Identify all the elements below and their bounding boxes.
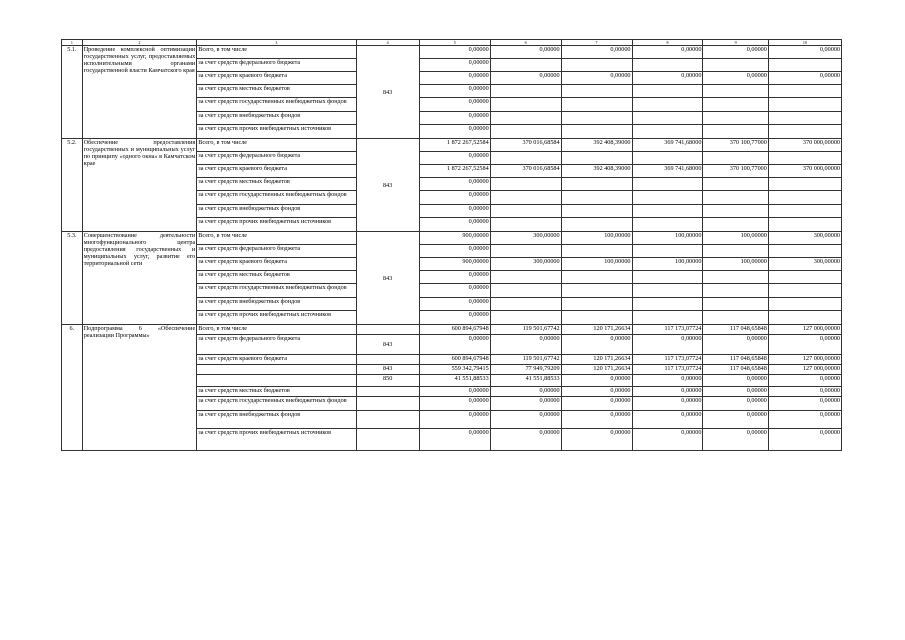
- header-cell: 9: [703, 40, 768, 46]
- value-cell: 100,00000: [561, 258, 632, 271]
- value-cell: 117 048,65848: [703, 365, 768, 375]
- value-cell: 0,00000: [561, 375, 632, 387]
- value-cell: 41 551,88533: [419, 375, 490, 387]
- source-label: за счет средств внебюджетных фондов: [197, 298, 356, 311]
- source-label: Всего, в том числе: [197, 46, 356, 59]
- row-number: 5.2.: [62, 139, 83, 232]
- value-cell: 370 016,68584: [490, 139, 561, 152]
- source-label: за счет средств внебюджетных фондов: [197, 112, 356, 125]
- header-cell: 4: [356, 40, 419, 46]
- value-cell: 369 741,68000: [632, 165, 703, 178]
- header-cell: 5: [419, 40, 490, 46]
- value-cell: 0,00000: [632, 46, 703, 59]
- source-label: за счет средств федерального бюджета: [197, 245, 356, 258]
- value-cell: 100,00000: [703, 258, 768, 271]
- header-cell: 7: [561, 40, 632, 46]
- source-label: за счет средств прочих внебюджетных источников: [197, 311, 356, 325]
- measure-name: Совершенствование деятельности многофункционального центра предоставления государственных и муниципальных услуг, развитие его территориальной сети: [82, 232, 197, 325]
- value-cell: 100,00000: [703, 232, 768, 245]
- value-cell: 0,00000: [768, 335, 841, 355]
- table-row: [62, 46, 842, 59]
- value-cell: 0,00000: [703, 411, 768, 429]
- value-cell: 1 872 267,52584: [419, 139, 490, 152]
- value-cell: 119 501,67742: [490, 355, 561, 365]
- value-cell: 0,00000: [490, 46, 561, 59]
- value-cell: 0,00000: [561, 46, 632, 59]
- budget-code: 843: [356, 139, 419, 232]
- value-cell: 0,00000: [632, 411, 703, 429]
- value-cell: 117 048,65848: [703, 325, 768, 335]
- value-cell: 0,00000: [419, 271, 490, 284]
- value-cell: 0,00000: [490, 411, 561, 429]
- value-cell: 392 408,39000: [561, 165, 632, 178]
- value-cell: 77 949,79209: [490, 365, 561, 375]
- source-label: за счет средств краевого бюджета: [197, 72, 356, 85]
- source-label: за счет средств местных бюджетов: [197, 178, 356, 191]
- value-cell: 127 000,00000: [768, 355, 841, 365]
- value-cell: 120 171,26634: [561, 365, 632, 375]
- source-label: за счет средств прочих внебюджетных источников: [197, 218, 356, 232]
- value-cell: 0,00000: [632, 375, 703, 387]
- value-cell: 0,00000: [561, 72, 632, 85]
- budget-code: 843: [356, 46, 419, 139]
- value-cell: 0,00000: [419, 245, 490, 258]
- measure-name: Подпрограмма 6 «Обеспечение реализации Программы»: [82, 325, 197, 451]
- value-cell: 100,00000: [561, 232, 632, 245]
- header-cell: 10: [768, 40, 841, 46]
- value-cell: 0,00000: [419, 191, 490, 205]
- value-cell: 370 000,00000: [768, 165, 841, 178]
- value-cell: 0,00000: [419, 429, 490, 451]
- source-label: Всего, в том числе: [197, 232, 356, 245]
- header-cell: 3: [197, 40, 356, 46]
- source-label: за счет средств федерального бюджета: [197, 152, 356, 165]
- value-cell: 0,00000: [419, 112, 490, 125]
- value-cell: 0,00000: [632, 387, 703, 397]
- value-cell: 0,00000: [419, 335, 490, 355]
- value-cell: 0,00000: [768, 429, 841, 451]
- value-cell: 0,00000: [768, 387, 841, 397]
- value-cell: 0,00000: [703, 429, 768, 451]
- source-label: за счет средств государственных внебюджетных фондов: [197, 191, 356, 205]
- value-cell: 370 100,77000: [703, 139, 768, 152]
- value-cell: 0,00000: [419, 205, 490, 218]
- value-cell: 900,00000: [419, 232, 490, 245]
- budget-code: 850: [356, 375, 419, 387]
- measure-name: Проведение комплексной оптимизации государственных услуг, предоставляемых исполнительными органами государственной власти Камчатского края: [82, 46, 197, 139]
- value-cell: 0,00000: [768, 46, 841, 59]
- measure-name: Обеспечение предоставления государственных и муниципальных услуг по принципу «одного окна» в Камчатском крае: [82, 139, 197, 232]
- value-cell: 0,00000: [419, 85, 490, 98]
- value-cell: 0,00000: [419, 311, 490, 325]
- source-label: за счет средств краевого бюджета: [197, 165, 356, 178]
- row-number: 5.3.: [62, 232, 83, 325]
- value-cell: 0,00000: [632, 429, 703, 451]
- value-cell: 300,00000: [490, 232, 561, 245]
- value-cell: 41 551,88533: [490, 375, 561, 387]
- value-cell: 0,00000: [490, 397, 561, 411]
- header-cell: 2: [82, 40, 197, 46]
- value-cell: 0,00000: [419, 397, 490, 411]
- source-label: за счет средств прочих внебюджетных источников: [197, 429, 356, 451]
- table-row: [62, 139, 842, 152]
- value-cell: 127 000,00000: [768, 325, 841, 335]
- value-cell: 0,00000: [561, 335, 632, 355]
- header-cell: 6: [490, 40, 561, 46]
- value-cell: 0,00000: [419, 46, 490, 59]
- source-label: за счет средств местных бюджетов: [197, 387, 356, 397]
- source-label: за счет средств местных бюджетов: [197, 271, 356, 284]
- value-cell: 370 100,77000: [703, 165, 768, 178]
- table-row: [62, 325, 842, 335]
- value-cell: 0,00000: [703, 46, 768, 59]
- value-cell: 0,00000: [419, 218, 490, 232]
- source-label: за счет средств государственных внебюджетных фондов: [197, 98, 356, 112]
- row-number: 5.1.: [62, 46, 83, 139]
- value-cell: 0,00000: [768, 375, 841, 387]
- header-cell: 1: [62, 40, 83, 46]
- value-cell: 0,00000: [419, 98, 490, 112]
- value-cell: 370 000,00000: [768, 139, 841, 152]
- value-cell: 0,00000: [419, 284, 490, 298]
- value-cell: 0,00000: [561, 411, 632, 429]
- budget-code: 843: [356, 365, 419, 375]
- value-cell: 0,00000: [561, 397, 632, 411]
- row-number: 6.: [62, 325, 83, 451]
- value-cell: 392 408,39000: [561, 139, 632, 152]
- value-cell: 0,00000: [632, 335, 703, 355]
- source-label: Всего, в том числе: [197, 139, 356, 152]
- source-label: за счет средств государственных внебюджетных фондов: [197, 284, 356, 298]
- value-cell: 120 171,26634: [561, 355, 632, 365]
- value-cell: 900,00000: [419, 258, 490, 271]
- value-cell: 0,00000: [632, 72, 703, 85]
- value-cell: 120 171,26634: [561, 325, 632, 335]
- value-cell: 117 048,65848: [703, 355, 768, 365]
- value-cell: 117 173,07724: [632, 325, 703, 335]
- source-label: за счет средств внебюджетных фондов: [197, 205, 356, 218]
- budget-code: 843: [356, 335, 419, 355]
- budget-table: [61, 39, 842, 451]
- value-cell: 0,00000: [703, 387, 768, 397]
- value-cell: 559 342,79415: [419, 365, 490, 375]
- value-cell: 0,00000: [490, 335, 561, 355]
- value-cell: 127 000,00000: [768, 365, 841, 375]
- table-row: [62, 232, 842, 245]
- value-cell: 369 741,68000: [632, 139, 703, 152]
- value-cell: 0,00000: [703, 72, 768, 85]
- value-cell: 117 173,07724: [632, 355, 703, 365]
- value-cell: 300,00000: [768, 258, 841, 271]
- source-label: за счет средств местных бюджетов: [197, 85, 356, 98]
- value-cell: 0,00000: [419, 178, 490, 191]
- value-cell: 0,00000: [632, 397, 703, 411]
- value-cell: 0,00000: [419, 387, 490, 397]
- value-cell: 300,00000: [490, 258, 561, 271]
- value-cell: 0,00000: [419, 298, 490, 311]
- value-cell: 0,00000: [703, 335, 768, 355]
- source-label: Всего, в том числе: [197, 325, 356, 335]
- source-label: за счет средств государственных внебюджетных фондов: [197, 397, 356, 411]
- value-cell: 600 894,67948: [419, 325, 490, 335]
- value-cell: 1 872 267,52584: [419, 165, 490, 178]
- source-label: за счет средств внебюджетных фондов: [197, 411, 356, 429]
- value-cell: 0,00000: [490, 387, 561, 397]
- value-cell: 370 016,68584: [490, 165, 561, 178]
- value-cell: 0,00000: [703, 375, 768, 387]
- value-cell: 0,00000: [419, 152, 490, 165]
- budget-code: 843: [356, 232, 419, 325]
- value-cell: 0,00000: [419, 72, 490, 85]
- value-cell: 0,00000: [703, 397, 768, 411]
- source-label: за счет средств краевого бюджета: [197, 355, 356, 365]
- value-cell: 100,00000: [632, 258, 703, 271]
- source-label: за счет средств федерального бюджета: [197, 335, 356, 355]
- value-cell: 0,00000: [768, 411, 841, 429]
- value-cell: 0,00000: [561, 387, 632, 397]
- value-cell: 0,00000: [490, 429, 561, 451]
- source-label: за счет средств прочих внебюджетных источников: [197, 125, 356, 139]
- source-label: за счет средств федерального бюджета: [197, 59, 356, 72]
- value-cell: 119 501,67742: [490, 325, 561, 335]
- value-cell: 0,00000: [561, 429, 632, 451]
- value-cell: 600 894,67948: [419, 355, 490, 365]
- value-cell: 100,00000: [632, 232, 703, 245]
- header-cell: 8: [632, 40, 703, 46]
- value-cell: 300,00000: [768, 232, 841, 245]
- value-cell: 0,00000: [768, 397, 841, 411]
- value-cell: 0,00000: [419, 411, 490, 429]
- value-cell: 0,00000: [490, 72, 561, 85]
- source-label: за счет средств краевого бюджета: [197, 258, 356, 271]
- value-cell: 0,00000: [768, 72, 841, 85]
- value-cell: 0,00000: [419, 125, 490, 139]
- value-cell: 117 173,07724: [632, 365, 703, 375]
- value-cell: 0,00000: [419, 59, 490, 72]
